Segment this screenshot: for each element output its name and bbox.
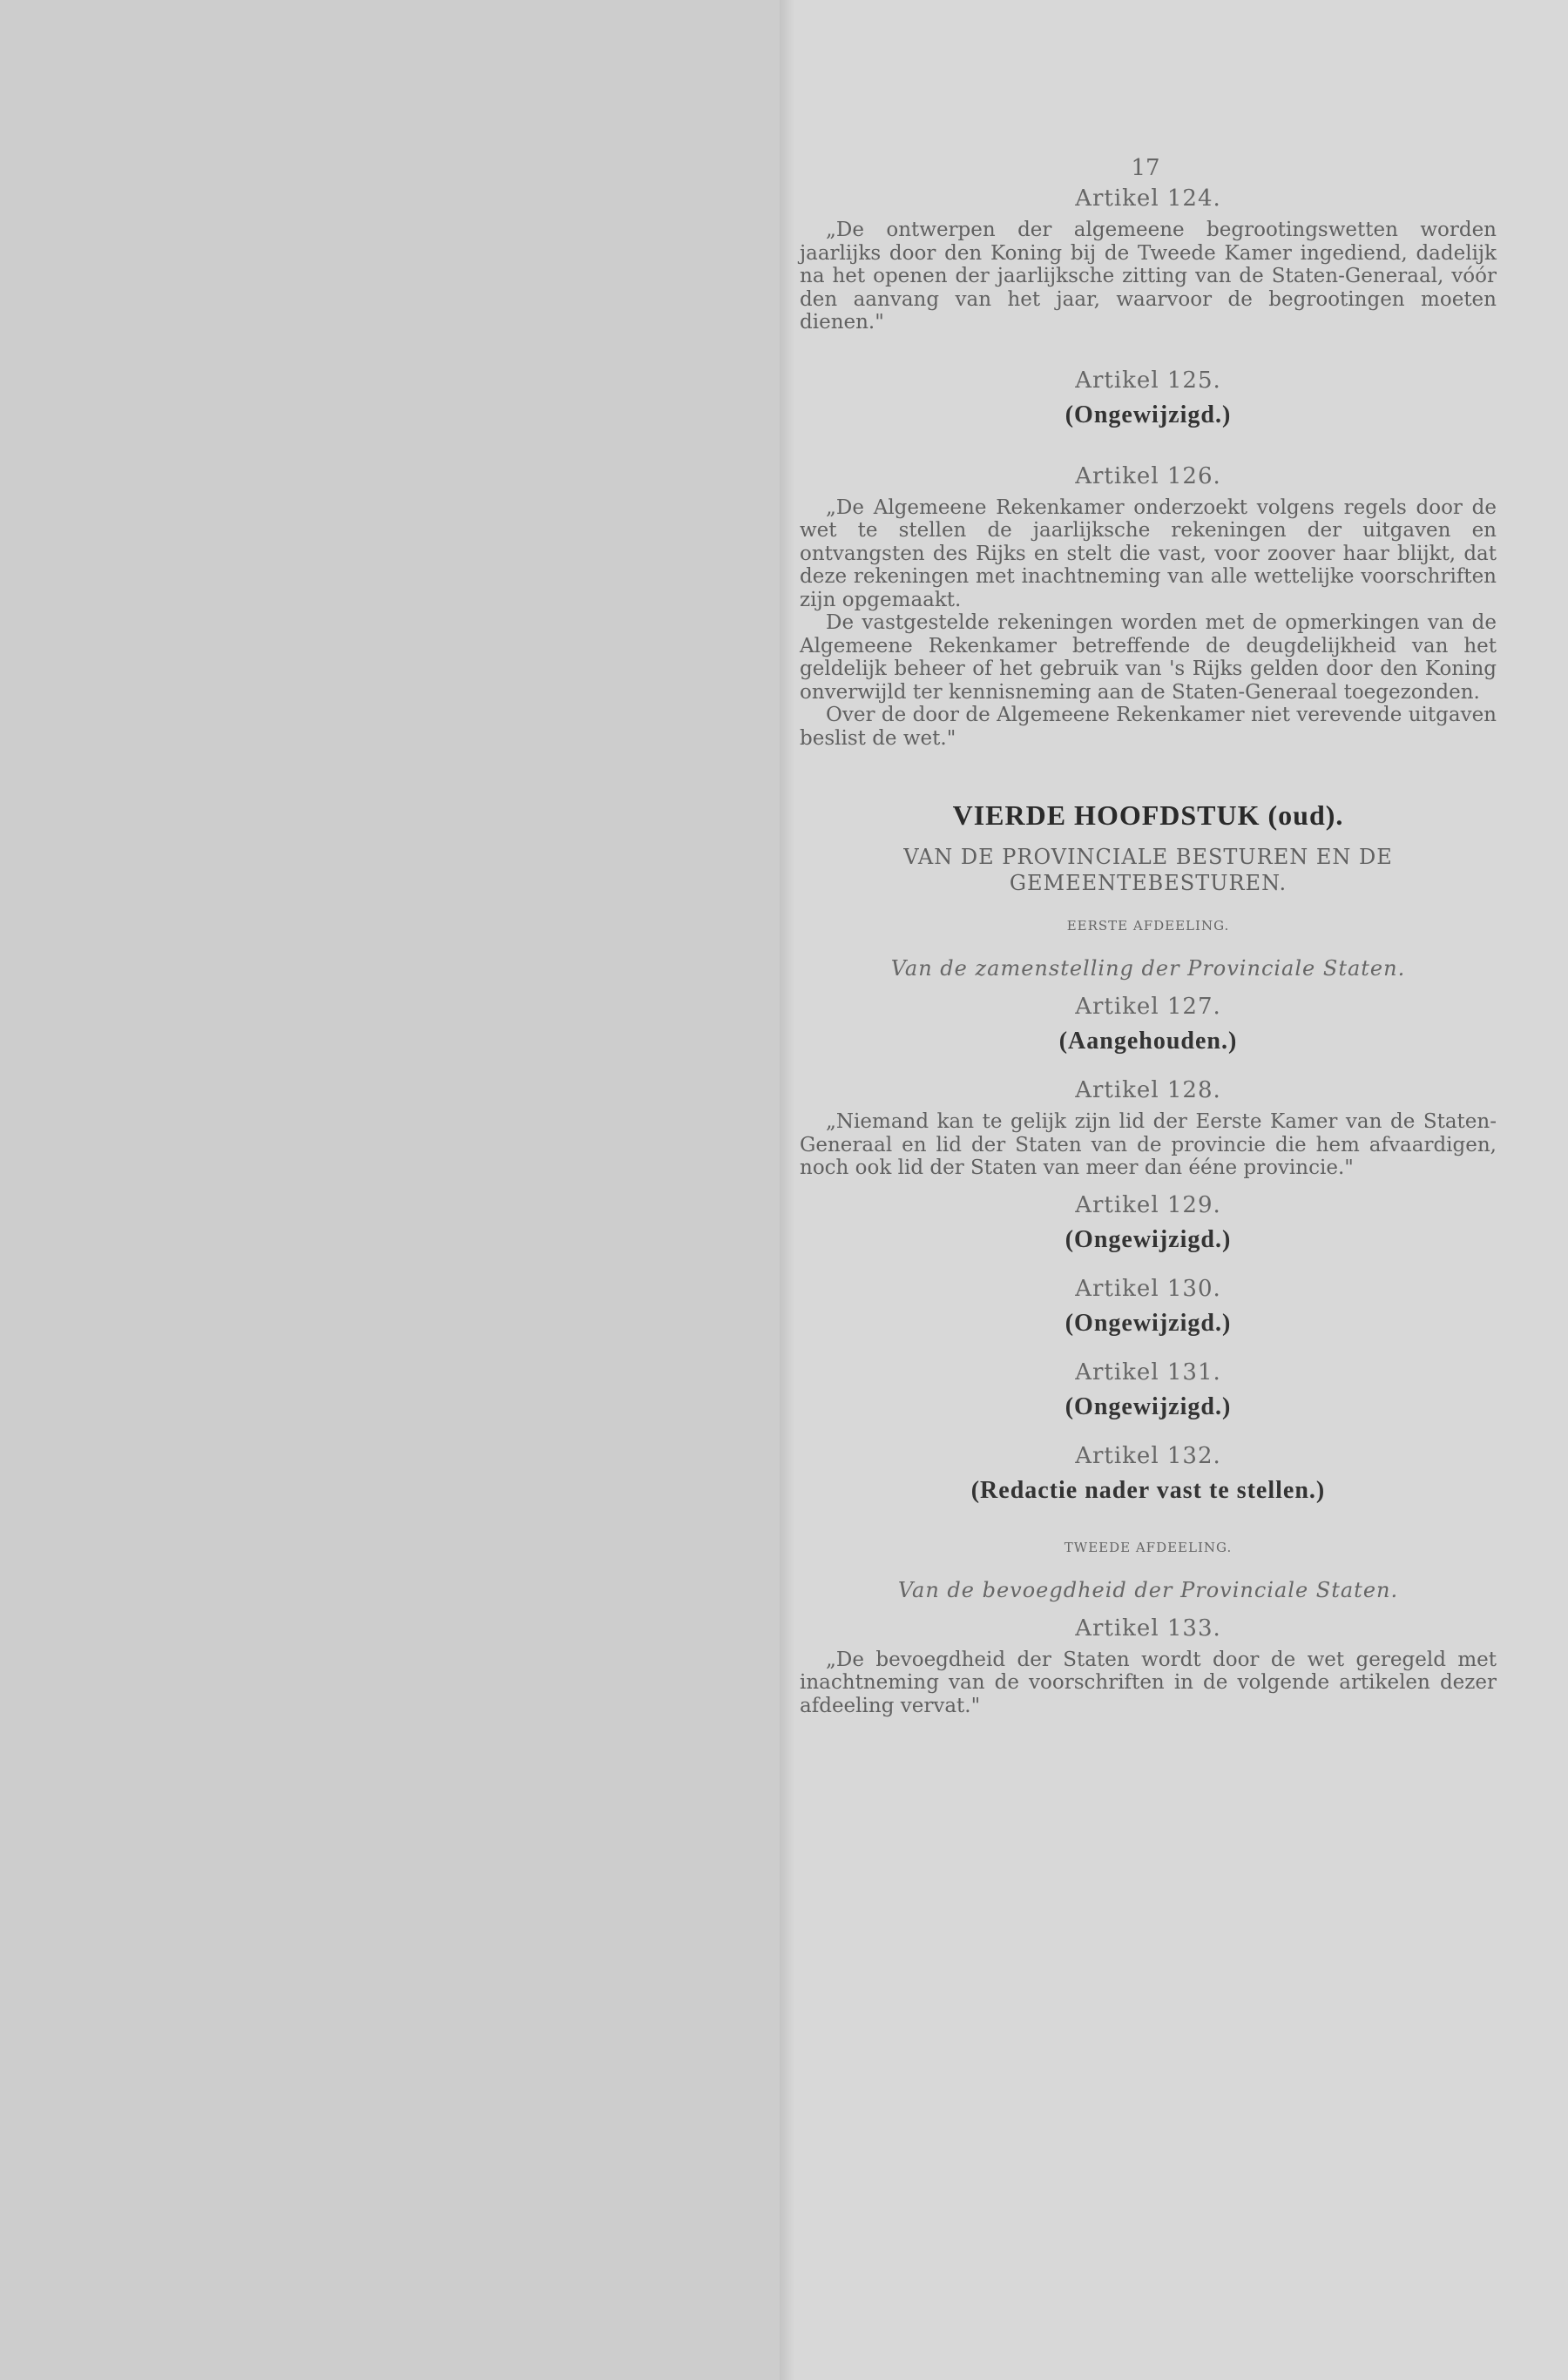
article-133-text: „De bevoegdheid der Staten wordt door de wet geregeld met inachtneming van de voorschriften in de volgende artikelen dezer afdeeling vervat." [800, 1648, 1497, 1717]
article-128-heading: Artikel 128. [1075, 1077, 1221, 1103]
article-127-note: (Aangehouden.) [1058, 1028, 1238, 1055]
article-125-heading: Artikel 125. [1075, 367, 1221, 394]
article-130-note: (Ongewijzigd.) [1064, 1309, 1232, 1337]
article-132-note: (Redactie nader vast te stellen.) [970, 1476, 1326, 1504]
article-124-heading: Artikel 124. [1075, 185, 1221, 212]
article-126-text-3: Over de door de Algemeene Rekenkamer niet verevende uitgaven beslist de wet." [800, 704, 1497, 750]
section-2-label: TWEEDE AFDEELING. [1064, 1539, 1233, 1555]
article-125-note: (Ongewijzigd.) [1064, 401, 1232, 428]
article-131-heading: Artikel 131. [1075, 1359, 1221, 1386]
article-133-heading: Artikel 133. [1075, 1615, 1221, 1642]
section-1-title: Van de zamenstelling der Provinciale Staten. [890, 956, 1406, 981]
chapter-title: VIERDE HOOFDSTUK (oud). [952, 799, 1344, 831]
article-129-note: (Ongewijzigd.) [1064, 1225, 1232, 1253]
page-number: 17 [1131, 155, 1160, 181]
article-126-text-1: „De Algemeene Rekenkamer onderzoekt volgens regels door de wet te stellen de jaarlijksche rekeningen der uitgaven en ontvangsten des Rijks en stelt die vast, voor zoover haar blijkt, dat deze rekeningen met inachtneming van alle wettelijke voorschriften zijn opgemaakt. [800, 496, 1497, 611]
section-2-title: Van de bevoegdheid der Provinciale Staten. [897, 1577, 1399, 1602]
text-column [800, 152, 1497, 1717]
article-128-text: „Niemand kan te gelijk zijn lid der Eerste Kamer van de Staten-Generaal en lid der Staten van de provincie die hem afvaardigen, noch ook lid der Staten van meer dan ééne provincie." [800, 1110, 1497, 1179]
article-126-text-2: De vastgestelde rekeningen worden met de opmerkingen van de Algemeene Rekenkamer betreffende de deugdelijkheid van het geldelijk beheer of het gebruik van 's Rijks gelden door den Koning onverwijld ter kennisneming aan de Staten-Generaal toegezonden. [800, 611, 1497, 704]
article-131-note: (Ongewijzigd.) [1064, 1392, 1232, 1420]
article-129-heading: Artikel 129. [1075, 1191, 1221, 1218]
article-130-heading: Artikel 130. [1075, 1275, 1221, 1302]
book-spine [780, 0, 795, 2380]
article-127-heading: Artikel 127. [1075, 994, 1221, 1020]
section-1-label: EERSTE AFDEELING. [1066, 918, 1230, 934]
chapter-subtitle: VAN DE PROVINCIALE BESTUREN EN DE GEMEENTEBESTUREN. [903, 845, 1393, 895]
left-page-blank [0, 0, 780, 2380]
article-126-heading: Artikel 126. [1075, 462, 1221, 489]
article-124-text: „De ontwerpen der algemeene begrootingswetten worden jaarlijks door den Koning bij de Tweede Kamer ingediend, dadelijk na het openen der jaarlijksche zitting van de Staten-Generaal, vóór den aanvang van het jaar, waarvoor de begrootingen moeten dienen." [800, 219, 1497, 334]
article-132-heading: Artikel 132. [1075, 1442, 1221, 1469]
